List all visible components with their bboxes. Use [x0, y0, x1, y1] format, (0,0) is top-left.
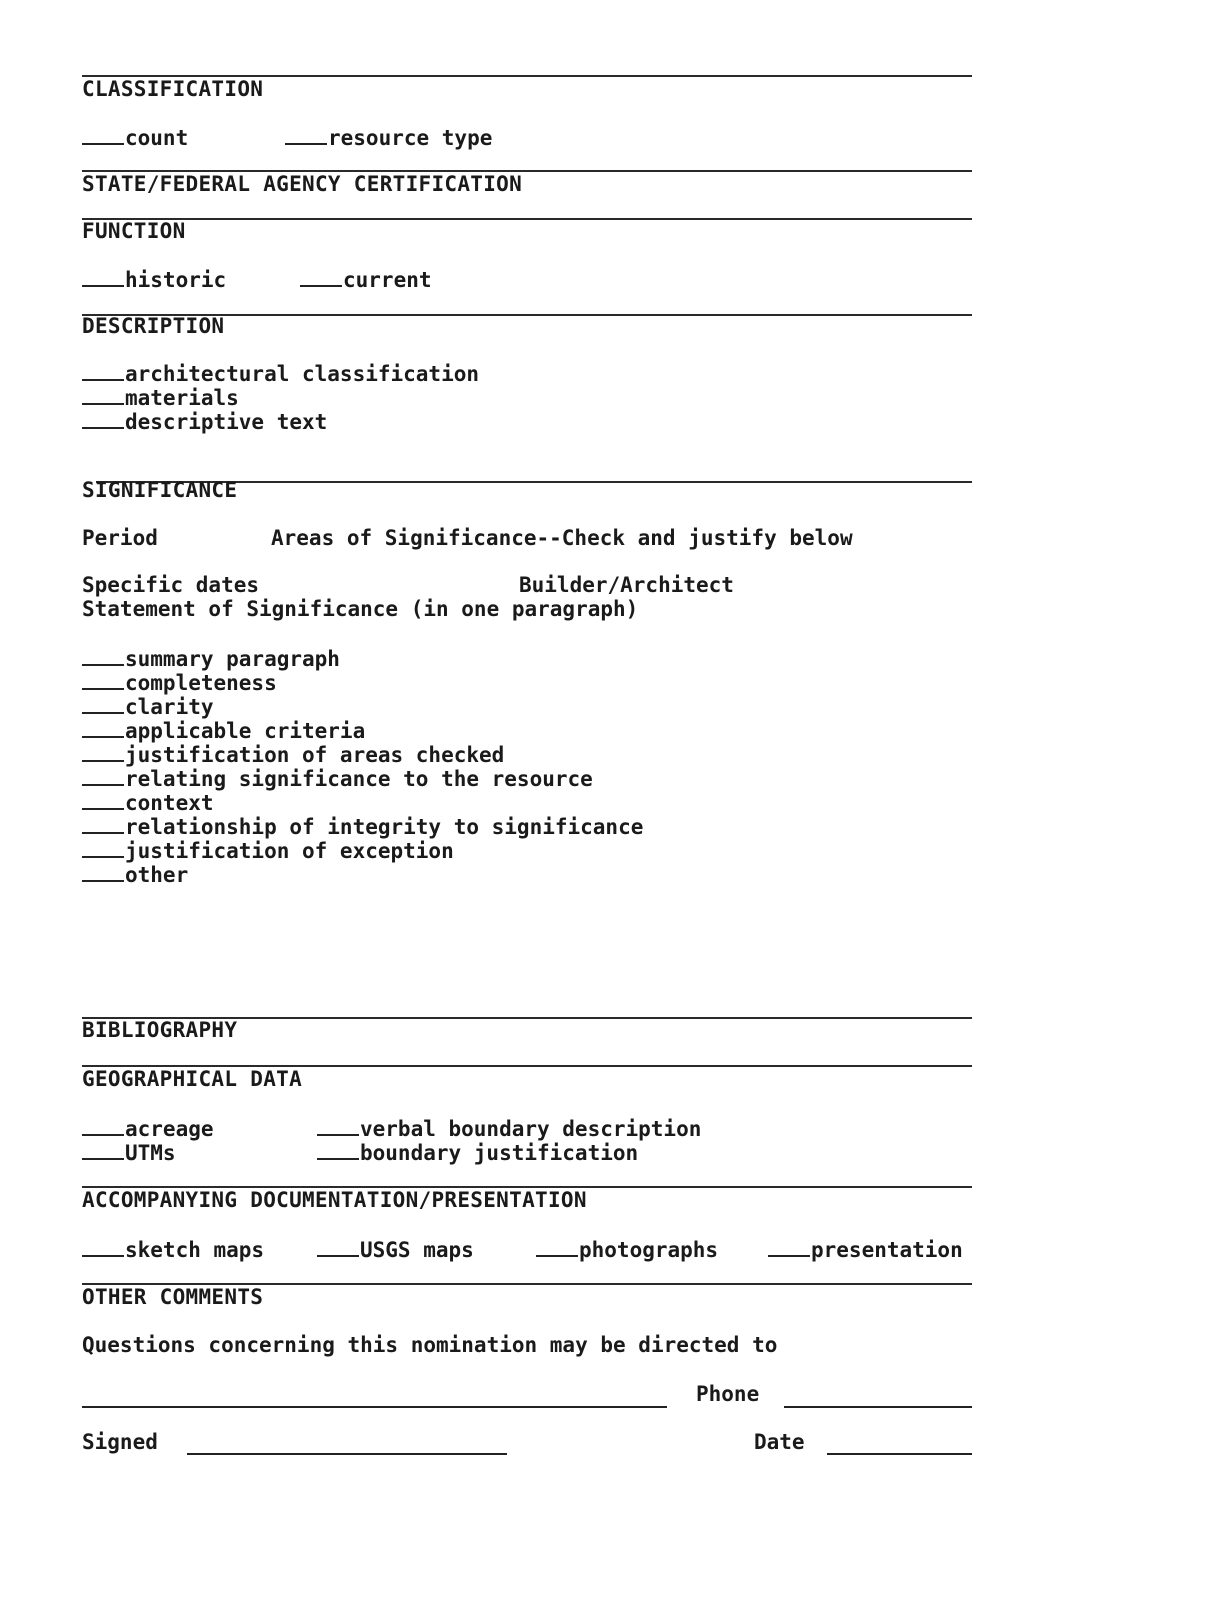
- phone-label: Phone: [696, 1382, 760, 1406]
- checklist-item-acreage[interactable]: acreage: [82, 1115, 214, 1139]
- checklist-item-other[interactable]: other: [82, 861, 643, 885]
- checkbox-blank[interactable]: [82, 1236, 124, 1257]
- section-rule: [82, 218, 972, 220]
- checklist-item-summary-paragraph[interactable]: summary paragraph: [82, 645, 643, 669]
- statement-of-significance-label: Statement of Significance (in one paragraph): [82, 597, 639, 621]
- checkbox-blank[interactable]: [82, 669, 124, 690]
- checkbox-blank[interactable]: [317, 1115, 359, 1136]
- checkbox-blank[interactable]: [82, 360, 124, 381]
- checkbox-blank[interactable]: [82, 384, 124, 405]
- checkbox-blank[interactable]: [82, 1115, 124, 1136]
- checkbox-blank[interactable]: [82, 741, 124, 762]
- checklist-item-materials[interactable]: materials: [82, 384, 479, 408]
- checklist-item-sketch-maps[interactable]: sketch maps: [82, 1236, 264, 1262]
- checkbox-blank[interactable]: [317, 1139, 359, 1160]
- checkbox-blank[interactable]: [82, 813, 124, 834]
- function-heading: FUNCTION: [82, 219, 186, 243]
- phone-line[interactable]: [784, 1406, 972, 1408]
- checklist-item-presentation[interactable]: presentation: [768, 1236, 963, 1262]
- checkbox-blank[interactable]: [82, 408, 124, 429]
- checkbox-blank[interactable]: [82, 765, 124, 786]
- bibliography-heading: BIBLIOGRAPHY: [82, 1018, 238, 1042]
- other-comments-heading: OTHER COMMENTS: [82, 1285, 264, 1309]
- contact-name-line[interactable]: [82, 1406, 667, 1408]
- classification-heading: CLASSIFICATION: [82, 77, 264, 101]
- builder-architect-label: Builder/Architect: [519, 573, 734, 597]
- checklist-item-relationship-of-integrity[interactable]: relationship of integrity to significance: [82, 813, 643, 837]
- checklist-item-boundary-justification[interactable]: boundary justification: [317, 1139, 701, 1163]
- checklist-item-current[interactable]: current: [300, 266, 432, 292]
- significance-heading: SIGNIFICANCE: [82, 478, 238, 502]
- description-checklist: [82, 360, 479, 432]
- checkbox-blank[interactable]: [82, 861, 124, 882]
- date-line[interactable]: [827, 1453, 972, 1455]
- checklist-item-historic[interactable]: historic: [82, 266, 226, 292]
- documentation-heading: ACCOMPANYING DOCUMENTATION/PRESENTATION: [82, 1188, 587, 1212]
- geographical-checklist-right: [317, 1115, 701, 1163]
- checklist-item-clarity[interactable]: clarity: [82, 693, 643, 717]
- checkbox-blank[interactable]: [82, 124, 124, 145]
- checklist-item-relating-significance[interactable]: relating significance to the resource: [82, 765, 643, 789]
- signature-line[interactable]: [187, 1453, 507, 1455]
- checklist-item-count[interactable]: count: [82, 124, 188, 150]
- checklist-item-architectural-classification[interactable]: architectural classification: [82, 360, 479, 384]
- checklist-item-justification-of-areas[interactable]: justification of areas checked: [82, 741, 643, 765]
- checklist-item-verbal-boundary-description[interactable]: verbal boundary description: [317, 1115, 701, 1139]
- checkbox-blank[interactable]: [82, 266, 124, 287]
- geographical-data-heading: GEOGRAPHICAL DATA: [82, 1067, 303, 1091]
- checkbox-blank[interactable]: [536, 1236, 578, 1257]
- checkbox-blank[interactable]: [82, 693, 124, 714]
- checklist-item-utms[interactable]: UTMs: [82, 1139, 214, 1163]
- checkbox-blank[interactable]: [82, 837, 124, 858]
- period-label: Period: [82, 526, 158, 550]
- checklist-item-photographs[interactable]: photographs: [536, 1236, 718, 1262]
- checklist-item-justification-of-exception[interactable]: justification of exception: [82, 837, 643, 861]
- significance-checklist: [82, 645, 643, 885]
- checklist-item-context[interactable]: context: [82, 789, 643, 813]
- checkbox-blank[interactable]: [82, 717, 124, 738]
- contact-question-text: Questions concerning this nomination may be directed to: [82, 1333, 778, 1357]
- checkbox-blank[interactable]: [82, 645, 124, 666]
- geographical-checklist-left: [82, 1115, 214, 1163]
- date-label: Date: [754, 1430, 805, 1454]
- areas-of-significance-label: Areas of Significance--Check and justify below: [271, 526, 853, 550]
- checkbox-blank[interactable]: [768, 1236, 810, 1257]
- specific-dates-label: Specific dates: [82, 573, 260, 597]
- checkbox-blank[interactable]: [300, 266, 342, 287]
- checklist-item-descriptive-text[interactable]: descriptive text: [82, 408, 479, 432]
- checkbox-blank[interactable]: [82, 1139, 124, 1160]
- signed-label: Signed: [82, 1430, 158, 1454]
- description-heading: DESCRIPTION: [82, 314, 225, 338]
- checkbox-blank[interactable]: [82, 789, 124, 810]
- checkbox-blank[interactable]: [317, 1236, 359, 1257]
- checklist-item-applicable-criteria[interactable]: applicable criteria: [82, 717, 643, 741]
- checklist-item-usgs-maps[interactable]: USGS maps: [317, 1236, 474, 1262]
- checklist-item-completeness[interactable]: completeness: [82, 669, 643, 693]
- certification-heading: STATE/FEDERAL AGENCY CERTIFICATION: [82, 172, 523, 196]
- checkbox-blank[interactable]: [285, 124, 327, 145]
- checklist-item-resource-type[interactable]: resource type: [285, 124, 492, 150]
